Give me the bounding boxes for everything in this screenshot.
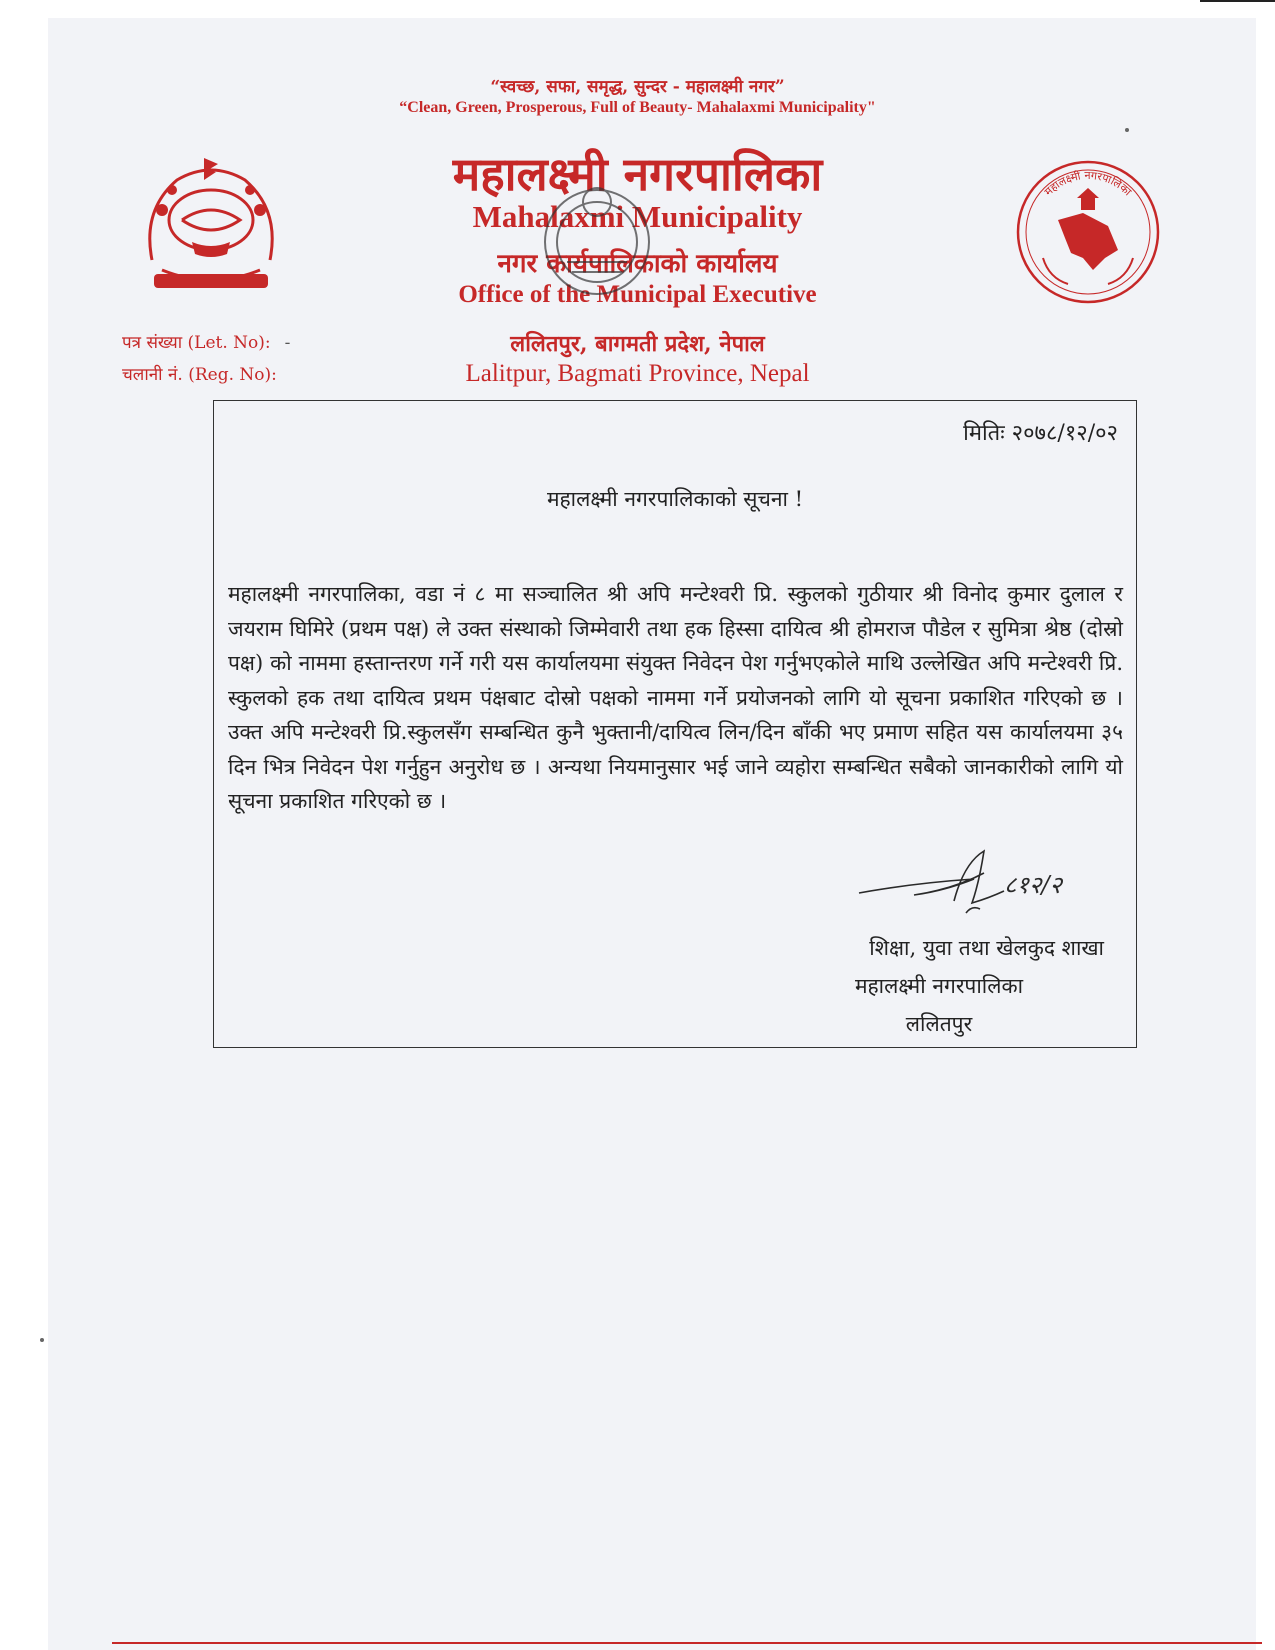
signature-date: ८१२/२ [1004,871,1063,899]
letter-number-label: पत्र संख्या (Let. No): [122,333,271,353]
notice-box [213,400,1137,1048]
handwritten-signature-icon [854,843,1094,923]
signatory-block [774,929,1104,1043]
registration-number-label: चलानी नं. (Reg. No): [122,365,277,385]
address-nepali: ललितपुर, बागमती प्रदेश, नेपाल [510,331,765,357]
seal-ring-text: महालक्ष्मी नगरपालिका [1041,168,1135,199]
letter-number-field [122,330,290,353]
scan-speck [1125,128,1129,132]
municipality-title-english: Mahalaxmi Municipality [472,199,803,234]
letter-number-value: - [284,333,291,353]
municipality-title-nepali: महालक्ष्मी नगरपालिका [452,147,823,201]
signatory-section: शिक्षा, युवा तथा खेलकुद शाखा [869,936,1104,960]
signatory-location: ललितपुर [905,1012,973,1036]
slogan-english: “Clean, Green, Prosperous, Full of Beauty- Mahalaxmi Municipality" [399,99,876,116]
mahalaxmi-municipality-seal-icon [1013,158,1163,306]
slogan-nepali: “स्वच्छ, सफा, समृद्ध, सुन्दर - महालक्ष्मी नगर” [490,77,785,97]
notice-heading: महालक्ष्मी नगरपालिकाको सूचना ! [546,487,804,511]
office-title-english: Office of the Municipal Executive [458,281,817,308]
office-round-stamp-icon [537,172,657,322]
signatory-municipality: महालक्ष्मी नगरपालिका [854,974,1024,998]
scan-speck [40,1338,44,1342]
scan-edge-line [1200,0,1275,10]
notice-body: महालक्ष्मी नगरपालिका, वडा नं ८ मा सञ्चालित श्री अपि मन्टेश्वरी प्रि. स्कुलको गुठीयार श्री विनोद कुमार दुलाल र जयराम घिमिरे (प्रथम पक्ष) ले उक्त संस्थाको जिम्मेवारी तथा हक हिस्सा दायित्व श्री होमराज पौडेल र सुमित्रा श्रेष्ठ (दोस्रो पक्ष) को नाममा हस्तान्तरण गर्ने गरी यस कार्यालयमा संयुक्त निवेदन पेश गर्नुभएकोले माथि उल्लेखित अपि मन्टेश्वरी प्रि. स्कुलको हक तथा दायित्व प्रथम पंक्षबाट दोस्रो पक्षको नाममा गर्ने प्रयोजनको लागि यो सूचना प्रकाशित गरिएको छ । उक्त अपि मन्टेश्वरी प्रि.स्कुलसँग सम्बन्धित कुनै भुक्तानी/दायित्व लिन/दिन बाँकी भए प्रमाण सहित यस कार्यालयमा ३५ दिन भित्र निवेदन पेश गर्नुहुन अनुरोध छ । अन्यथा नियमानुसार भई जाने व्यहोरा सम्बन्धित सबैको जानकारीको लागि यो सूचना प्रकाशित गरिएको छ । [228,582,1123,813]
notice-date: मितिः २०७८/१२/०२ [963,421,1118,446]
office-title-nepali: नगर कार्यपालिकाको कार्यालय [497,249,778,279]
footer-rule [112,1642,1262,1644]
address-english: Lalitpur, Bagmati Province, Nepal [465,360,810,387]
